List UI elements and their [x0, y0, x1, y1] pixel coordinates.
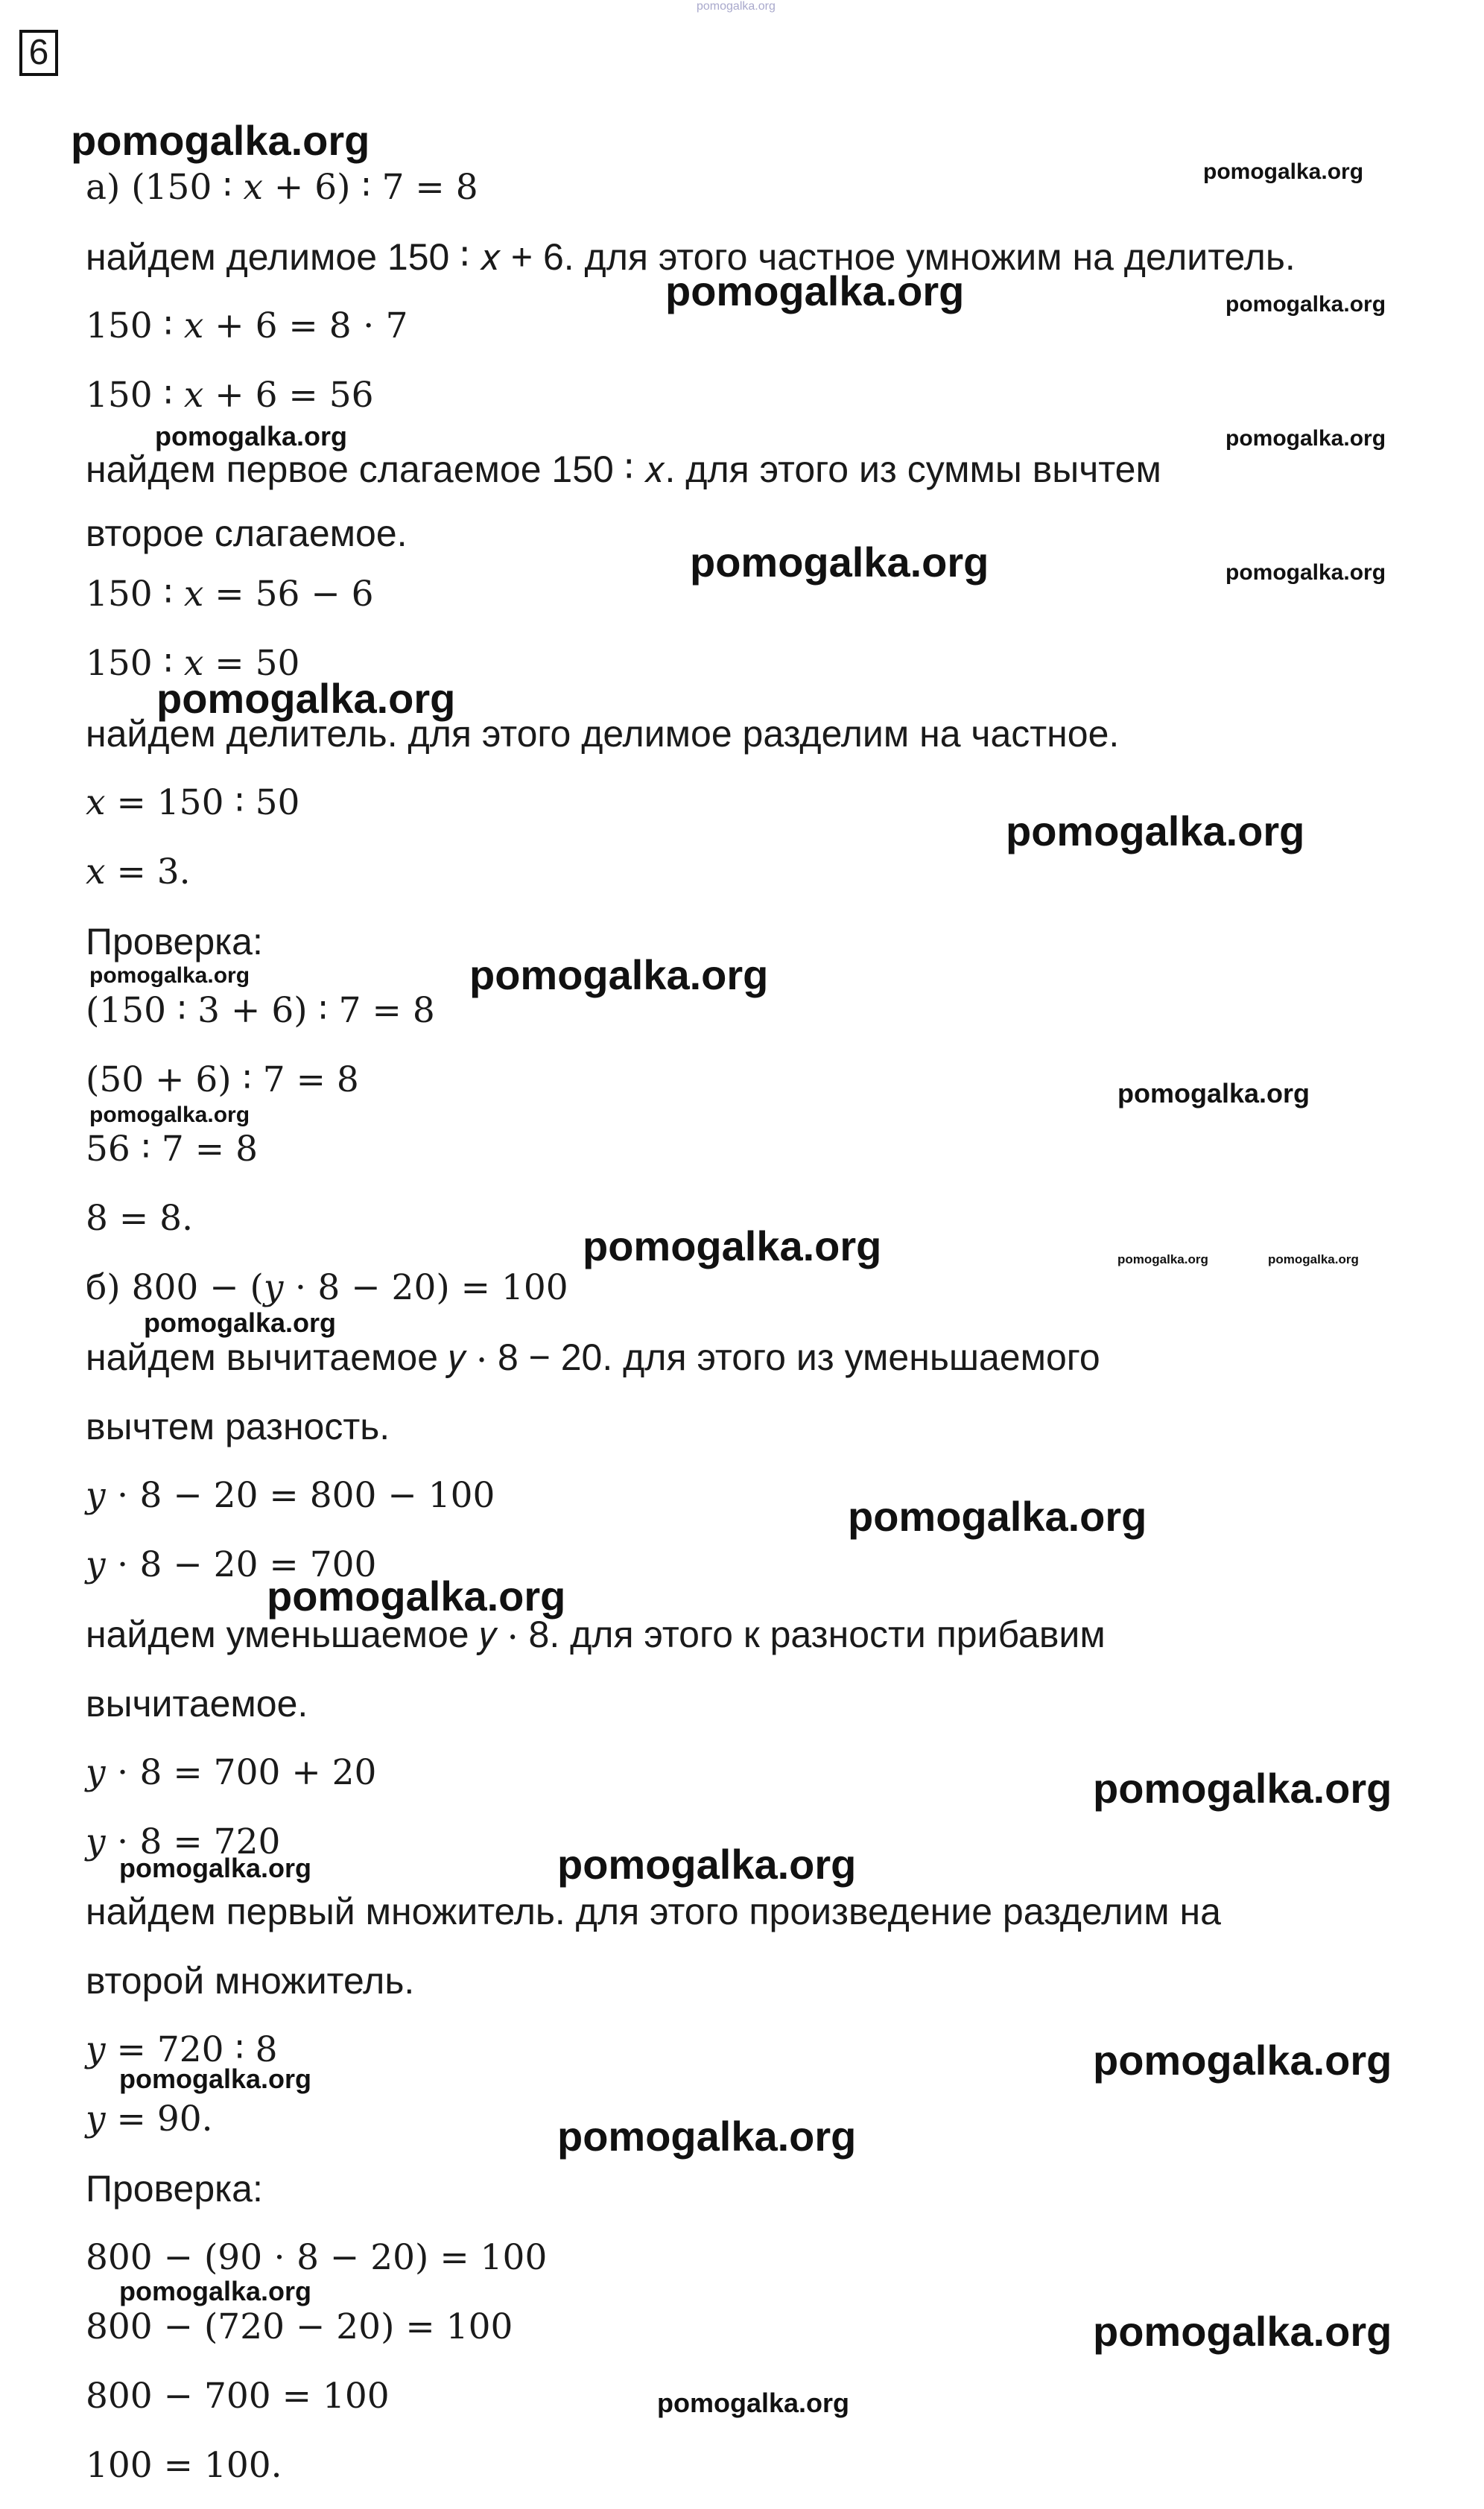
watermark: pomogalka.org [155, 421, 348, 451]
watermark: pomogalka.org [119, 2064, 312, 2094]
watermark: pomogalka.org [1203, 159, 1364, 184]
solution-line: 56 ∶ 7 = 8 [86, 1129, 258, 1170]
solution-line: 𝑦 = 90. [86, 2099, 213, 2140]
solution-line: (50 + 6) ∶ 7 = 8 [86, 1059, 359, 1100]
watermark: pomogalka.org [1225, 560, 1386, 585]
watermark: pomogalka.org [71, 117, 370, 164]
watermark: pomogalka.org [1225, 426, 1386, 451]
watermark: pomogalka.org [690, 539, 989, 586]
watermark: pomogalka.org [1117, 1078, 1310, 1108]
watermark: pomogalka.org [1093, 2037, 1392, 2084]
watermark: pomogalka.org [557, 2113, 857, 2160]
solution-line: 800 − (90 ⋅ 8 − 20) = 100 [86, 2237, 548, 2278]
solution-line: 8 = 8. [86, 1198, 194, 1239]
solution-line: найдем уменьшаемое 𝑦 ⋅ 8. для этого к разности прибавим [86, 1614, 1106, 1655]
watermark: pomogalka.org [469, 951, 769, 998]
solution-line: 𝑦 ⋅ 8 = 700 + 20 [86, 1752, 377, 1793]
watermark: pomogalka.org [1117, 1252, 1208, 1266]
solution-line: 𝑥 = 150 ∶ 50 [86, 782, 300, 823]
watermark: pomogalka.org [1093, 1765, 1392, 1812]
watermark: pomogalka.org [665, 267, 965, 314]
solution-line: 𝑥 = 3. [86, 851, 191, 892]
solution-line: второе слагаемое. [86, 513, 408, 554]
solution-line: (150 ∶ 3 + 6) ∶ 7 = 8 [86, 990, 435, 1031]
solution-line: 150 ∶ 𝑥 + 6 = 56 [86, 375, 374, 416]
solution-line: Проверка: [86, 921, 263, 962]
solution-line: найдем первое слагаемое 150 ∶ 𝑥. для этого из суммы вычтем [86, 448, 1161, 490]
watermark: pomogalka.org [119, 2276, 312, 2306]
solution-line: 150 ∶ 𝑥 = 56 − 6 [86, 574, 374, 615]
watermark: pomogalka.org [1093, 2308, 1392, 2355]
solution-line: 𝑦 ⋅ 8 = 720 [86, 1821, 281, 1862]
watermark: pomogalka.org [156, 675, 456, 722]
solution-line: 𝑦 = 720 ∶ 8 [86, 2029, 278, 2070]
solution-line: 150 ∶ 𝑥 + 6 = 8 ⋅ 7 [86, 305, 408, 346]
watermark: pomogalka.org [144, 1307, 337, 1338]
solution-line: найдем делимое 150 ∶ 𝑥 + 6. для этого частное умножим на делитель. [86, 236, 1296, 278]
solution-line: 100 = 100. [86, 2445, 282, 2486]
task-number-box: 6 [19, 30, 58, 76]
watermark: pomogalka.org [557, 1841, 857, 1888]
solution-line: а) (150 ∶ 𝑥 + 6) ∶ 7 = 8 [86, 167, 478, 208]
watermark: pomogalka.org [848, 1493, 1147, 1540]
top-watermark: pomogalka.org [697, 0, 776, 13]
solution-line: найдем первый множитель. для этого произведение разделим на [86, 1891, 1221, 1932]
watermark: pomogalka.org [1225, 292, 1386, 317]
solution-line: 150 ∶ 𝑥 = 50 [86, 643, 300, 684]
solution-line: найдем вычитаемое 𝑦 ⋅ 8 − 20. для этого из уменьшаемого [86, 1336, 1100, 1378]
solution-line: б) 800 − (𝑦 ⋅ 8 − 20) = 100 [86, 1267, 568, 1308]
solution-line: найдем делитель. для этого делимое разделим на частное. [86, 713, 1120, 755]
watermark: pomogalka.org [119, 1853, 312, 1883]
watermark: pomogalka.org [1268, 1252, 1359, 1266]
solution-line: Проверка: [86, 2168, 263, 2210]
solution-line: 𝑦 ⋅ 8 − 20 = 700 [86, 1544, 377, 1585]
watermark: pomogalka.org [1006, 808, 1305, 854]
solution-line: 800 − 700 = 100 [86, 2376, 390, 2417]
solution-line: вычитаемое. [86, 1683, 308, 1725]
watermark: pomogalka.org [267, 1573, 566, 1620]
watermark: pomogalka.org [583, 1222, 882, 1269]
solution-line: 800 − (720 − 20) = 100 [86, 2306, 513, 2347]
watermark: pomogalka.org [89, 1103, 250, 1127]
solution-line: 𝑦 ⋅ 8 − 20 = 800 − 100 [86, 1475, 495, 1516]
solution-line: второй множитель. [86, 1960, 415, 2002]
solution-line: вычтем разность. [86, 1406, 390, 1447]
watermark: pomogalka.org [89, 963, 250, 988]
watermark: pomogalka.org [657, 2388, 850, 2418]
